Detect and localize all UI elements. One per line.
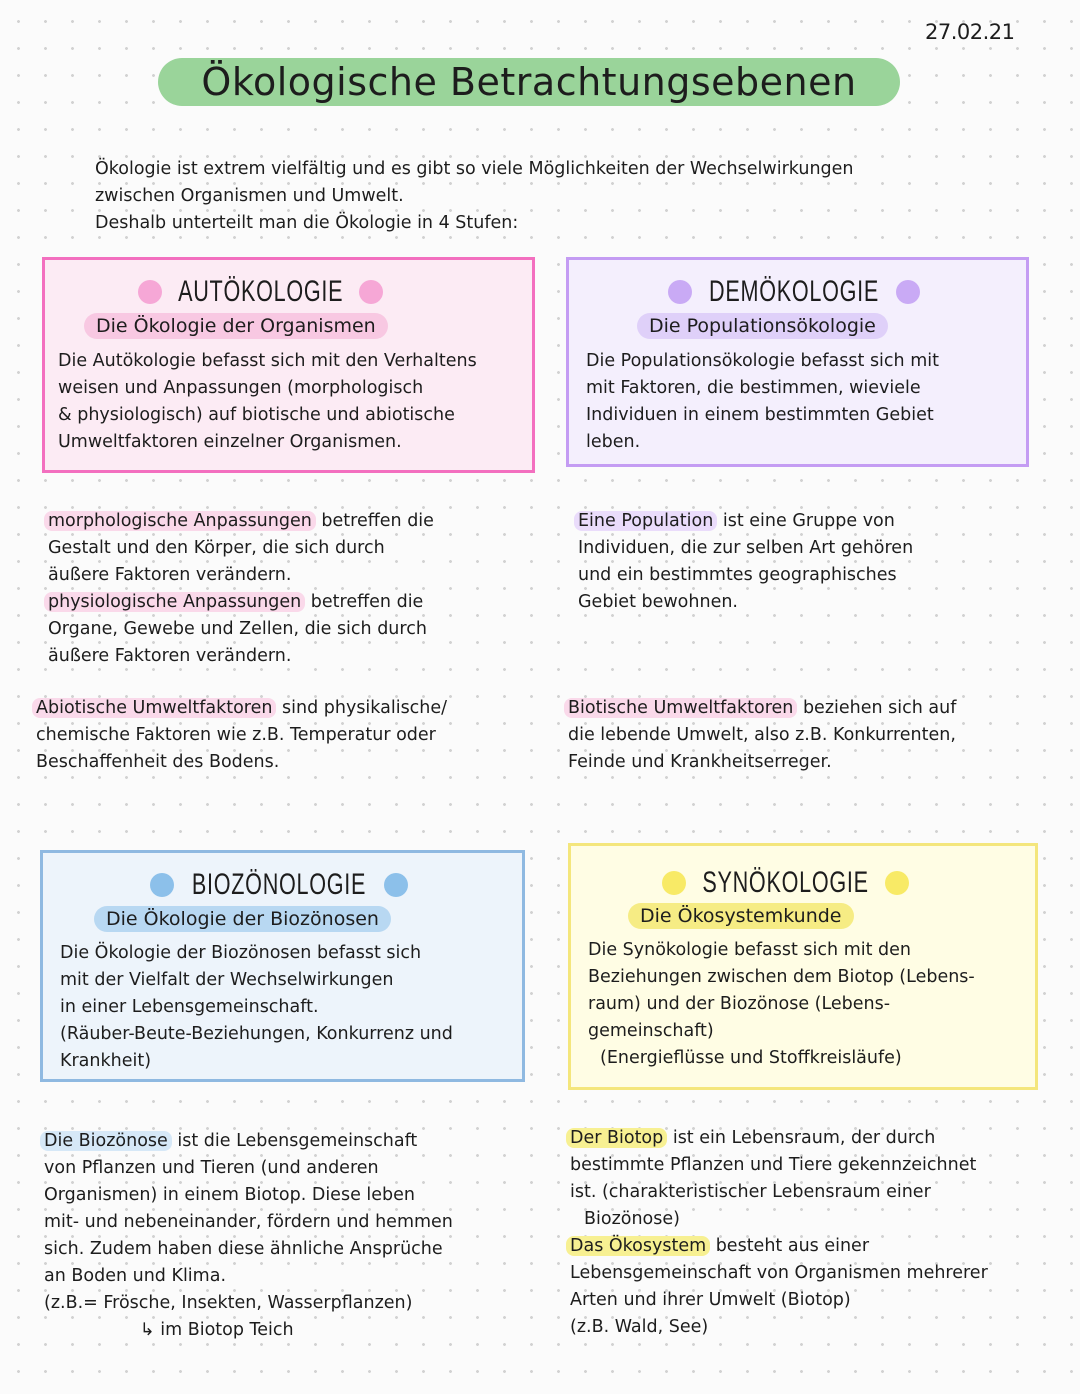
demoekologie-subtitle: Die Populationsökologie bbox=[637, 313, 888, 339]
anpassungen-notes: morphologische Anpassungen betreffen die Gestalt und den Körper, die sich durch äußere Faktoren verändern. physiologische Anpassungen betreffen die Organe, Gewebe und Zellen, die sich durch äußere Faktoren verändern. bbox=[48, 508, 434, 670]
autoekologie-text: Die Autökologie befasst sich mit den Verhaltens weisen und Anpassungen (morphologisch & physiologisch) auf biotische und abiotische Umweltfaktoren einzelner Organismen. bbox=[58, 351, 477, 452]
demoekologie-heading: DEMÖKOLOGIE bbox=[668, 275, 920, 309]
abiotisch-note: Abiotische Umweltfaktoren sind physikalische/ chemische Faktoren wie z.B. Temperatur oder Beschaffenheit des Bodens. bbox=[36, 695, 447, 776]
intro-line: Ökologie ist extrem vielfältig und es gibt so viele Möglichkeiten der Wechselwirkungen bbox=[95, 159, 854, 179]
term-highlight: physiologische Anpassungen bbox=[44, 592, 305, 612]
synoekologie-text: Die Synökologie befasst sich mit den Beziehungen zwischen dem Biotop (Lebens- raum) und der Biozönose (Lebens- gemeinschaft) (Energieflüsse und Stoffkreisläufe) bbox=[588, 940, 975, 1068]
autoekologie-subtitle: Die Ökologie der Organismen bbox=[84, 313, 388, 339]
demoekologie-text: Die Populationsökologie befasst sich mit mit Faktoren, die bestimmen, wieviele Individuen in einem bestimmten Gebiet leben. bbox=[586, 351, 939, 452]
biozoenologie-text: Die Ökologie der Biozönosen befasst sich mit der Vielfalt der Wechselwirkungen in einer Lebensgemeinschaft. (Räuber-Beute-Beziehungen, Konkurrenz und Krankheit) bbox=[60, 943, 453, 1071]
term-highlight: Das Ökosystem bbox=[566, 1236, 710, 1256]
pink-dot-icon bbox=[359, 280, 383, 304]
biotop-oekosystem-notes: Der Biotop ist ein Lebensraum, der durch bestimmte Pflanzen und Tiere gekennzeichnet ist. (charakteristischer Lebensraum einer Biozönose) Das Ökosystem besteht aus einer Lebensgemeinschaft von Organismen mehrerer Arten und ihrer Umwelt (Biotop) (z.B. Wald, See) bbox=[570, 1125, 988, 1341]
blue-dot-icon bbox=[150, 873, 174, 897]
purple-dot-icon bbox=[668, 280, 692, 304]
biozoenologie-subtitle: Die Ökologie der Biozönosen bbox=[94, 906, 391, 932]
blue-dot-icon bbox=[384, 873, 408, 897]
pink-dot-icon bbox=[138, 280, 162, 304]
autoekologie-heading: AUTÖKOLOGIE bbox=[138, 275, 383, 309]
biozoenologie-heading: BIOZÖNOLOGIE bbox=[150, 868, 408, 902]
date: 27.02.21 bbox=[925, 20, 1015, 44]
biotisch-note: Biotische Umweltfaktoren beziehen sich auf die lebende Umwelt, also z.B. Konkurrenten, Feinde und Krankheitserreger. bbox=[568, 695, 956, 776]
synoekologie-heading: SYNÖKOLOGIE bbox=[662, 866, 909, 900]
synoekologie-subtitle: Die Ökosystemkunde bbox=[628, 903, 854, 929]
intro-text bbox=[95, 156, 995, 237]
term-highlight: Eine Population bbox=[574, 511, 717, 531]
intro-line: Deshalb unterteilt man die Ökologie in 4 Stufen: bbox=[95, 213, 519, 233]
purple-dot-icon bbox=[896, 280, 920, 304]
term-highlight: Biotische Umweltfaktoren bbox=[564, 698, 797, 718]
intro-line: zwischen Organismen und Umwelt. bbox=[95, 186, 404, 206]
page-title: Ökologische Betrachtungsebenen bbox=[201, 60, 857, 104]
yellow-dot-icon bbox=[885, 871, 909, 895]
term-highlight: Der Biotop bbox=[566, 1128, 667, 1148]
biozoenose-note: Die Biozönose ist die Lebensgemeinschaft von Pflanzen und Tieren (und anderen Organismen) in einem Biotop. Diese leben mit- und nebeneinander, fördern und hemmen sich. Zudem haben diese ähnliche Ansprüche an Boden und Klima. (z.B.= Frösche, Insekten, Wasserpflanzen) ↳ im Biotop Teich bbox=[44, 1128, 453, 1344]
population-note: Eine Population ist eine Gruppe von Individuen, die zur selben Art gehören und ein bestimmtes geographisches Gebiet bewohnen. bbox=[578, 508, 913, 616]
term-highlight: Abiotische Umweltfaktoren bbox=[32, 698, 276, 718]
term-highlight: Die Biozönose bbox=[40, 1131, 172, 1151]
yellow-dot-icon bbox=[662, 871, 686, 895]
term-highlight: morphologische Anpassungen bbox=[44, 511, 316, 531]
